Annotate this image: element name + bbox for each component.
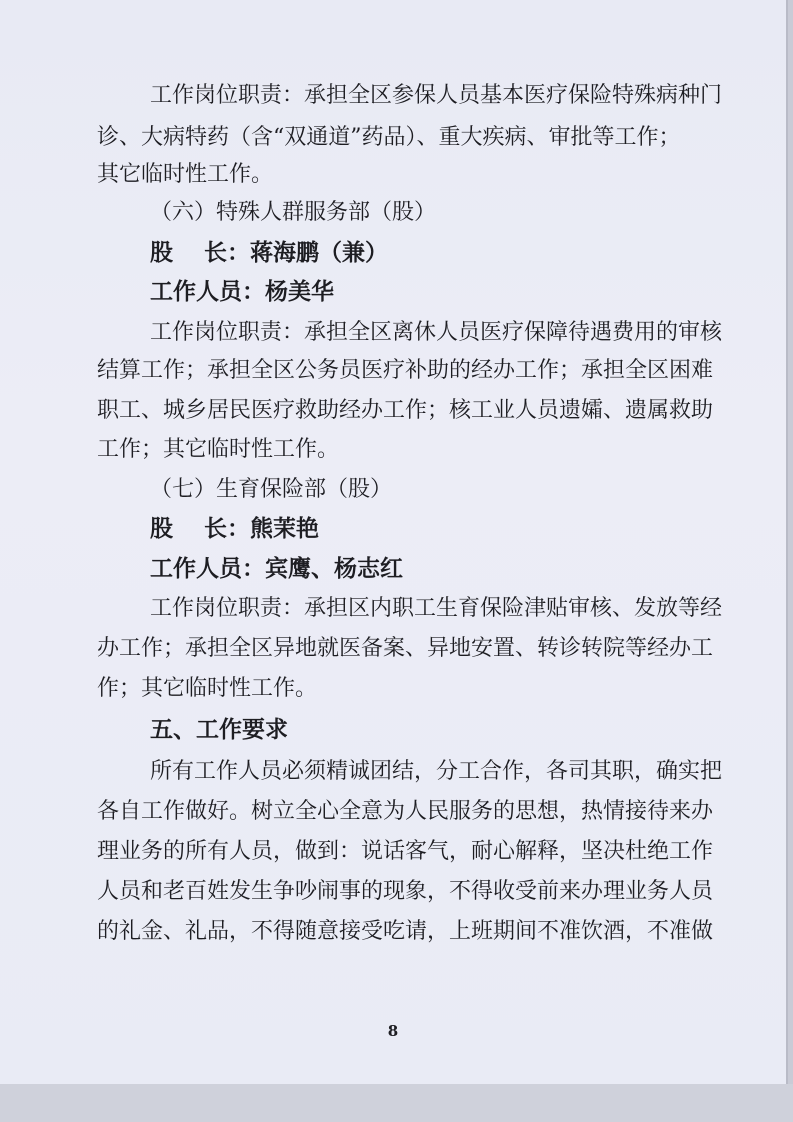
text-line-19: 各自工作做好。树立全心全意为人民服务的思想，热情接待来办 — [97, 799, 714, 824]
page-number: 8 — [387, 1022, 399, 1040]
text-line-7: 工作岗位职责：承担全区离休人员医疗保障待遇费用的审核 — [150, 320, 723, 345]
text-line-21: 人员和老百姓发生争吵闹事的现象，不得收受前来办理业务人员 — [97, 879, 714, 904]
section-heading-special-groups: （六）特殊人群服务部（股） — [150, 200, 437, 225]
text-line-15: 办工作；承担全区异地就医备案、异地安置、转诊转院等经办工 — [97, 636, 714, 661]
section-heading-work-requirements: 五、工作要求 — [150, 716, 288, 743]
section-staff-maternity: 工作人员：宾鹰、杨志红 — [150, 555, 403, 582]
section-chief-special-groups: 股 长：蒋海鹏（兼） — [150, 239, 389, 266]
text-line-16: 作；其它临时性工作。 — [97, 676, 318, 701]
section-heading-maternity: （七）生育保险部（股） — [150, 477, 393, 502]
text-line-10: 工作；其它临时性工作。 — [97, 437, 340, 462]
text-line-9: 职工、城乡居民医疗救助经办工作；核工业人员遗孀、遗属救助 — [97, 398, 714, 423]
scan-bottom-edge — [0, 1084, 793, 1122]
text-line-2: 诊、大病特药（含“双通道”药品）、重大疾病、审批等工作； — [97, 125, 681, 150]
text-line-3: 其它临时性工作。 — [97, 162, 274, 187]
text-line-22: 的礼金、礼品，不得随意接受吃请，上班期间不准饮酒，不准做 — [97, 919, 714, 944]
text-line-14: 工作岗位职责：承担区内职工生育保险津贴审核、发放等经 — [150, 596, 723, 621]
text-line-1: 工作岗位职责：承担全区参保人员基本医疗保险特殊病种门 — [150, 83, 723, 108]
section-staff-special-groups: 工作人员：杨美华 — [150, 278, 334, 305]
text-line-8: 结算工作；承担全区公务员医疗补助的经办工作；承担全区困难 — [97, 358, 714, 383]
text-line-20: 理业务的所有人员，做到：说话客气，耐心解释，坚决杜绝工作 — [97, 839, 714, 864]
section-chief-maternity: 股 长：熊茉艳 — [150, 515, 320, 542]
text-line-18: 所有工作人员必须精诚团结，分工合作，各司其职，确实把 — [150, 759, 723, 784]
